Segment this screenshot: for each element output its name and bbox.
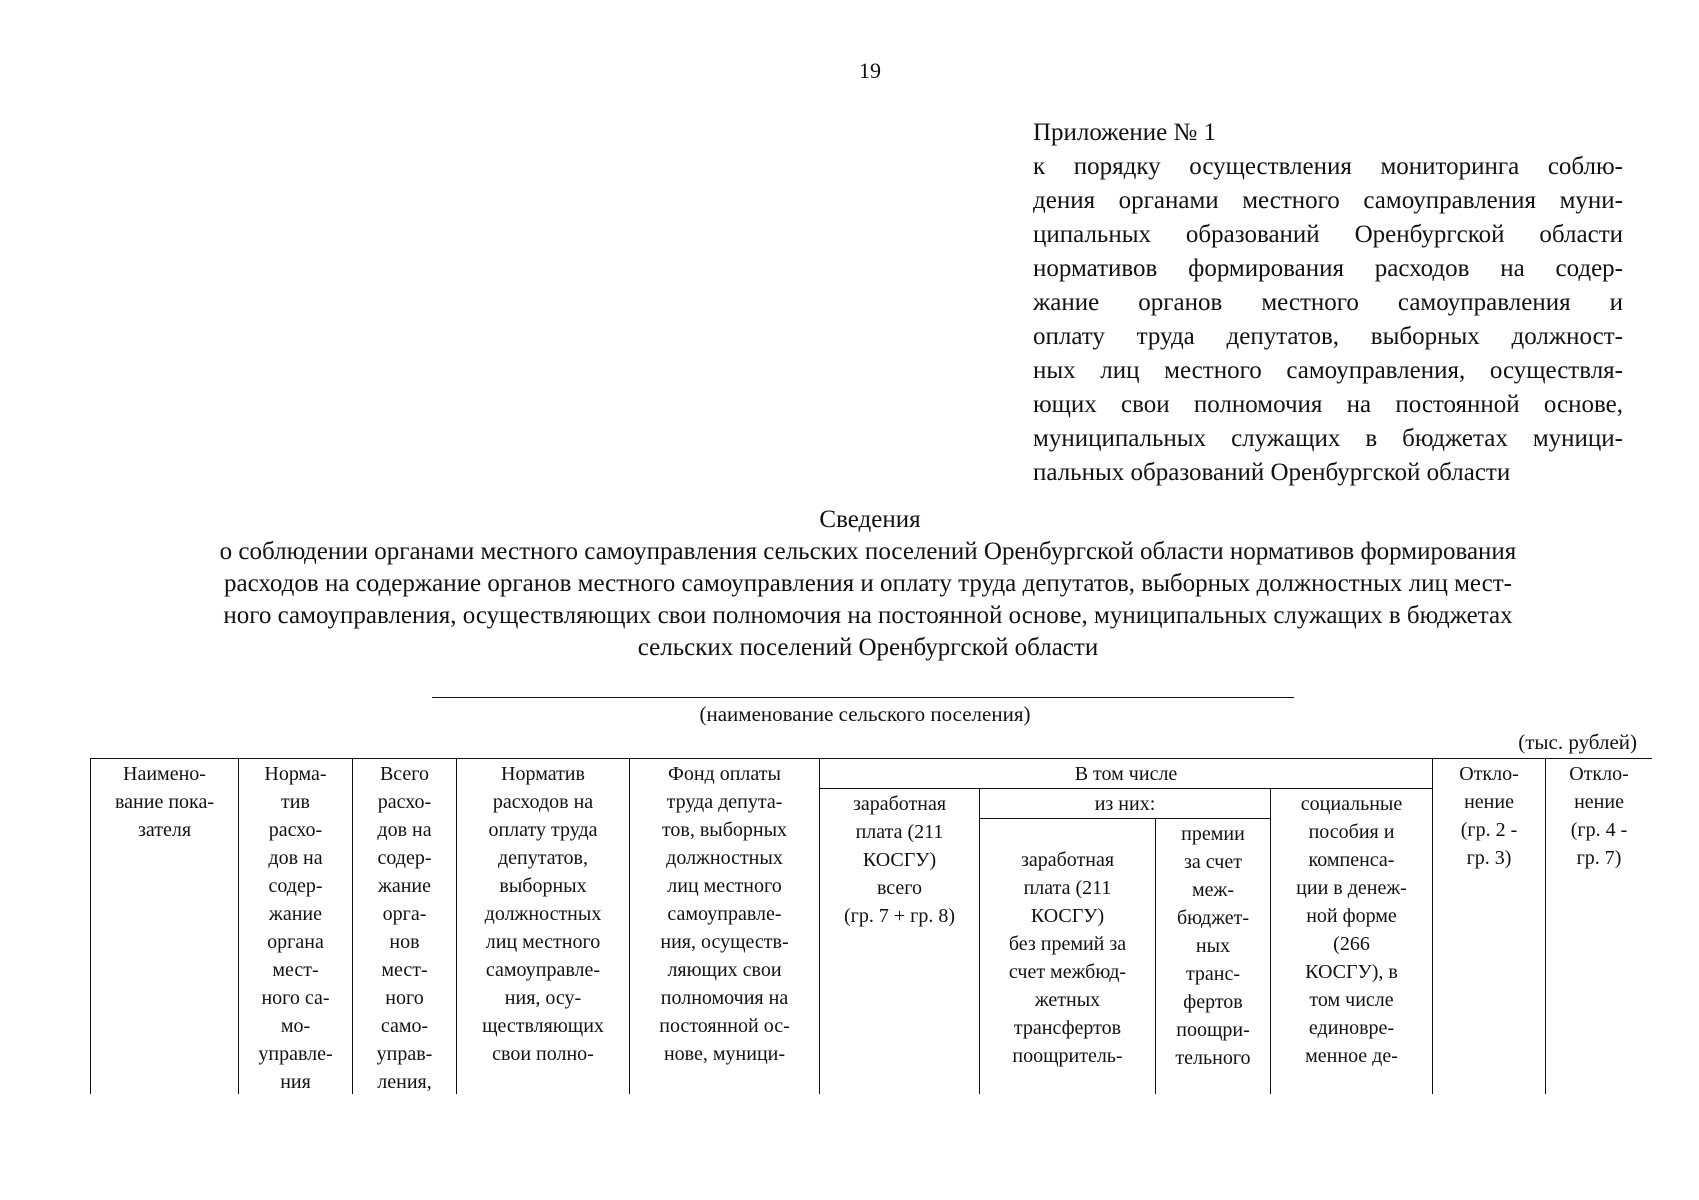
cell-line: поощритель-: [1012, 1045, 1123, 1067]
subheading-line: сельских поселений Оренбургской области: [637, 634, 1099, 661]
cell-line: расхо-: [377, 791, 432, 813]
cell-line: содер-: [268, 875, 323, 897]
cell-line: счет межбюд-: [1008, 961, 1127, 983]
col-header-wage-without-bonus: [980, 819, 1156, 1095]
cell-line: труда депута-: [666, 791, 783, 813]
cell-line: должностных: [666, 847, 783, 869]
cell-line: оплату труда: [488, 819, 598, 841]
cell-line: ния, осу-: [504, 987, 582, 1009]
col-header-indicator-name: [91, 759, 239, 1095]
cell-line: Откло-: [1459, 763, 1519, 785]
cell-line: ного: [385, 987, 424, 1009]
cell-line: самоуправле-: [667, 903, 782, 925]
cell-line: расхо-: [268, 819, 323, 841]
col-header-of-them: из них:: [980, 789, 1271, 819]
cell-line: КОСГУ): [1030, 905, 1105, 927]
cell-line: заработная: [852, 793, 947, 815]
data-table: [90, 758, 1652, 1094]
cell-line: поощри-: [1176, 1019, 1250, 1041]
appendix-line: дения органами местного самоуправления муни-: [1033, 187, 1623, 214]
cell-line: Фонд оплаты: [668, 763, 781, 785]
cell-line: (гр. 4 -: [1570, 819, 1628, 841]
cell-line: мест-: [381, 959, 428, 981]
cell-line: фертов: [1183, 991, 1243, 1013]
appendix-line: оплату труда депутатов, выборных должност-: [1033, 323, 1623, 350]
cell-line: плата (211: [855, 821, 944, 843]
document-heading: Сведения: [819, 506, 921, 533]
cell-line: тив: [281, 791, 310, 813]
subheading-line: о соблюдении органами местного самоуправления сельских поселений Оренбургской области нормативов формирования: [219, 538, 1517, 565]
appendix-line: к порядку осуществления мониторинга соблю-: [1033, 153, 1623, 180]
cell-line: содер-: [377, 847, 432, 869]
appendix-line: жание органов местного самоуправления и: [1033, 289, 1623, 316]
cell-line: зателя: [137, 819, 192, 841]
cell-line: самоуправле-: [485, 959, 601, 981]
col-header-wage-total: [820, 789, 980, 1095]
cell-line: дов на: [377, 819, 432, 841]
cell-line: заработная: [1020, 849, 1115, 871]
units-label: (тыс. рублей): [1518, 730, 1637, 754]
cell-line: Откло-: [1569, 763, 1629, 785]
appendix-line: ципальных образований Оренбургской области: [1033, 221, 1623, 248]
subheading-line: ного самоуправления, осуществляющих свои полномочия на постоянной основе, муниципальных служащих в бюджетах: [223, 602, 1513, 629]
cell-line: мест-: [272, 959, 319, 981]
cell-line: дов на: [268, 847, 323, 869]
cell-line: трансфертов: [1013, 1017, 1122, 1039]
cell-line: депутатов,: [497, 847, 589, 869]
cell-line: ных: [1195, 935, 1231, 957]
cell-line: должностных: [484, 903, 602, 925]
document-subheading: [108, 536, 1628, 664]
cell-line: полномочия на: [660, 987, 789, 1009]
cell-line: КОСГУ): [862, 849, 937, 871]
cell-line: нов: [389, 931, 420, 953]
cell-line: бюджет-: [1176, 907, 1250, 929]
page-number: 19: [859, 58, 881, 83]
cell-line: (266: [1333, 933, 1370, 955]
col-header-deviation-4-7: [1546, 759, 1652, 1095]
appendix-line: пальных образований Оренбургской области: [1033, 459, 1511, 486]
cell-line: нение: [1464, 791, 1514, 813]
appendix-title: Приложение № 1: [1033, 119, 1217, 146]
cell-line: транс-: [1185, 963, 1241, 985]
cell-line: менное де-: [1305, 1045, 1398, 1067]
cell-line: постоянной ос-: [659, 1015, 790, 1037]
cell-line: лиц местного: [485, 931, 601, 953]
cell-line: единовре-: [1308, 1017, 1395, 1039]
cell-line: нове, муници-: [663, 1043, 786, 1065]
cell-line: расходов на: [492, 791, 594, 813]
cell-line: нение: [1574, 791, 1624, 813]
cell-line: (гр. 7 + гр. 8): [843, 905, 955, 927]
cell-line: лиц местного: [667, 875, 782, 897]
cell-line: управ-: [376, 1043, 433, 1065]
settlement-name-blank: [432, 697, 1294, 698]
cell-line: меж-: [1191, 879, 1234, 901]
cell-line: ления,: [377, 1071, 432, 1093]
cell-line: том числе: [1309, 989, 1394, 1011]
cell-line: выборных: [499, 875, 587, 897]
cell-line: управле-: [258, 1043, 333, 1065]
col-header-deviation-2-3: [1433, 759, 1546, 1095]
cell-line: жетных: [1034, 989, 1101, 1011]
cell-line: тов, выборных: [661, 819, 788, 841]
settlement-name-caption: (наименование сельского поселения): [699, 702, 1031, 726]
cell-line: Наимено-: [123, 763, 206, 785]
cell-line: гр. 7): [1576, 847, 1622, 869]
cell-line: гр. 3): [1466, 847, 1512, 869]
cell-line: ния, осуществ-: [660, 931, 789, 953]
cell-line: ции в денеж-: [1296, 877, 1407, 899]
col-header-total-expenses: [353, 759, 457, 1095]
cell-line: Норматив: [501, 763, 585, 785]
cell-line: мо-: [280, 1015, 311, 1037]
col-header-norm-labor: [457, 759, 630, 1095]
cell-line: всего: [876, 877, 923, 899]
col-header-social-benefits: [1271, 789, 1433, 1095]
cell-line: (гр. 2 -: [1460, 819, 1518, 841]
cell-line: ного са-: [261, 987, 330, 1009]
cell-line: свои полно-: [492, 1043, 594, 1065]
cell-line: вание пока-: [115, 791, 214, 813]
col-header-norm-expenses: [239, 759, 353, 1095]
col-header-bonuses: [1156, 819, 1271, 1095]
cell-line: тельного: [1175, 1047, 1251, 1069]
cell-line: Норма-: [264, 763, 327, 785]
appendix-note: [1033, 116, 1623, 490]
cell-line: пособия и: [1308, 821, 1395, 843]
appendix-line: ных лиц местного самоуправления, осуществля-: [1033, 357, 1623, 384]
data-table-wrapper: [90, 758, 1652, 1094]
cell-line: Всего: [379, 763, 430, 785]
cell-line: само-: [380, 1015, 429, 1037]
appendix-line: муниципальных служащих в бюджетах муници-: [1033, 425, 1623, 452]
col-header-wage-fund: [630, 759, 820, 1095]
cell-line: ной форме: [1306, 905, 1397, 927]
cell-line: за счет: [1184, 851, 1242, 873]
cell-line: компенса-: [1308, 849, 1395, 871]
cell-line: жание: [269, 903, 322, 925]
cell-line: КОСГУ), в: [1305, 961, 1398, 983]
cell-line: ния: [280, 1071, 311, 1093]
cell-line: ществляющих: [482, 1015, 604, 1037]
cell-line: премии: [1181, 823, 1245, 845]
cell-line: без премий за: [1008, 933, 1127, 955]
subheading-line: расходов на содержание органов местного самоуправления и оплату труда депутатов, выборных должностных лиц мест-: [223, 570, 1512, 597]
cell-line: органа: [267, 931, 324, 953]
cell-line: плата (211: [1023, 877, 1112, 899]
cell-line: жание: [378, 875, 431, 897]
cell-line: социальные: [1300, 793, 1403, 815]
cell-line: ляющих свои: [667, 959, 782, 981]
col-header-including: В том числе: [820, 759, 1433, 789]
cell-line: орга-: [382, 903, 427, 925]
appendix-line: нормативов формирования расходов на содер-: [1033, 255, 1623, 282]
appendix-line: ющих свои полномочия на постоянной основе,: [1033, 391, 1623, 418]
